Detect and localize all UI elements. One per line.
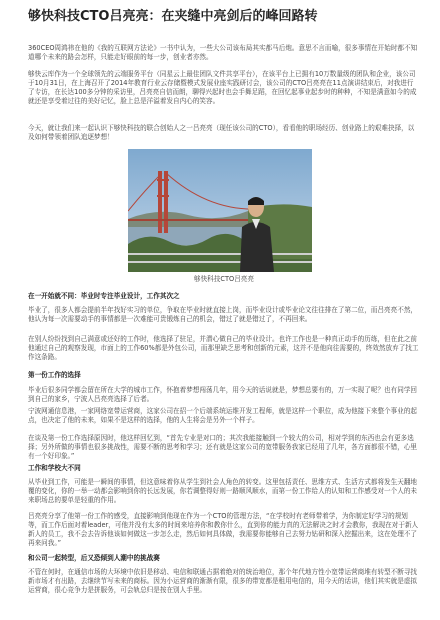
article-title: 够快科技CTO吕亮亮：在夹缝中亮剑后的峰回路转	[28, 9, 318, 24]
section-2-paragraph-3: 在谈及第一份工作选择原因时，他这样回忆到，“首先专业是对口的；其次我能接触到一个较大的公司，相对学到的东西也会有更多选择；另外所做的事情也很多挑战性，需要不断的思考和学习；还有就是这家公司的宽带服务我家已经用了几年，各方面都很不错，心里有一个好印象。”	[28, 434, 418, 460]
golden-gate-scene	[128, 149, 312, 272]
section-4-paragraph-1: 不管在何时，在通信市场的大环境中依旧是移动、电信和联通占据着绝对的统治地位，那个年代地方性小宽带运营商堆有转型不断寻找新市场才有出路，去继续节写未来的商标。因为小运营商的渐渐有限，很多的带宽都是租用电信的，用今天的话讲，他们其实就是虚拟运营商，很心竞争力是拼服务，可会轨总归是按在别人手里。	[28, 568, 418, 594]
section-2-heading: 第一份工作的选择	[28, 371, 81, 379]
section-4-heading: 和公司一起转型，后又恐倾到人潮中的挑战赛	[28, 554, 160, 562]
section-1-paragraph-2: 在别人纷纷找到自己满意或还好的工作时，他选择了驻足，并潜心做自己的毕业设计。也许工作也是一种真正动手的历练，但在此之前他通过自己的观察发现，市面上的工作60%都是外包公司，而那里缺乏思考和创新的元素，这并不是他向往需要的，终效然放弃了找工作这条路。	[28, 335, 419, 361]
intro-paragraph-1: 360CEO周鸿祎在他的《我的互联网方法论》一书中认为，一些大公司该布局其实都马后炮。意思不言而喻，很多事情在开始时都不知道哪个未来的路会怎样，只能走好眼前的每一步，创业者亦然。	[28, 44, 418, 61]
portrait-photo	[128, 149, 312, 272]
section-3-paragraph-1: 从毕业到工作，可能是一瞬间的事情，但这意味着你从学生到社会人角色的转变。这里包括责任、思维方式、生活方式都将发生天翻地覆的变化，你的一举一动都会影响到你的长远发展，你若调整得好则一路顺风顺水，而第一份工作给人的认知和工作感受对一个人的未来职场总的要单是轻重的作用。	[28, 478, 418, 504]
section-3-paragraph-2: 吕亮亮分享了他第一份工作的感受，直接影响到他现在作为一个CTO的管理方法，“在学校时有老师带着学，为你制定好学习的规划等，而工作后面对着leader，可他并没有太多的时间来培养你和教你什么，直到你的能力真的无法解决之时才会教你，我现在对于新人新人的员工，我不会去告诉他该如何做这一步怎么走，然后如何具体做，我需要你能够自己去努力钻研和深入挖掘出来，这在处理不了再来问我。”	[28, 512, 419, 547]
section-1-heading: 在一开始就不同：毕业时专注毕业设计，工作其次之	[28, 292, 180, 300]
intro-paragraph-3: 今天，就让我们来一起认识下够快科技的联合创始人之一吕亮亮（现任该公司的CTO），看看他的职场经历、创业路上的艰难抉择，以及如何带领着团队追逐梦想！	[28, 124, 415, 141]
section-2-paragraph-2: 宁波网通信息港，一家网络宽带运营商，这家公司在招一个后端系统运维开发工程师，就是这样一个职位，成为他接下来整个事业的起点，也决定了他的未来，如果不是这样的选择，他的人生将会是另外一个样子。	[28, 407, 418, 424]
section-3-heading: 工作和学校大不同	[28, 464, 81, 472]
photo-caption: 够快科技CTO吕亮亮	[194, 275, 254, 283]
section-1-paragraph-1: 毕业了，很多人都会提前半年找好实习的单位，争取在毕业时就直接上岗，而毕业设计或毕业论文往往排在了第二位，而吕亮亮不然，他认为每一次需要动手的事情都是一次难能可贵锻炼自己的机会，错过了就是错过了，不再回来。	[28, 306, 418, 323]
intro-paragraph-2: 够快云库作为一个全球领先的云端服务平台（同星云上最佳团队文件共享平台），在该平台上已拥有10万数量级的团队和企业，该公司于10月31日，在上海召开了2014年教育行业云存储暨模式发展业座实践研讨会，该公司的CTO吕亮亮在11点演讲结束后，对我进行了专访，在长达100多分钟的采访里，吕亮亮自信而朗，聊得兴起时也会手舞足蹈，在回忆起事业起步时的种种，不知是满意如今的成就还是享受着过往的美好记忆，脸上总是洋溢着发自内心的笑容。	[28, 70, 417, 105]
section-2-paragraph-1: 毕业后很多同学都会留在所在大学的城市工作，怀抱着梦想闯荡几年，用今天的话说就是，梦想总要有的，万一实现了呢？也有同学回到自己的家乡，宁波人吕亮亮选择了后者。	[28, 386, 418, 403]
